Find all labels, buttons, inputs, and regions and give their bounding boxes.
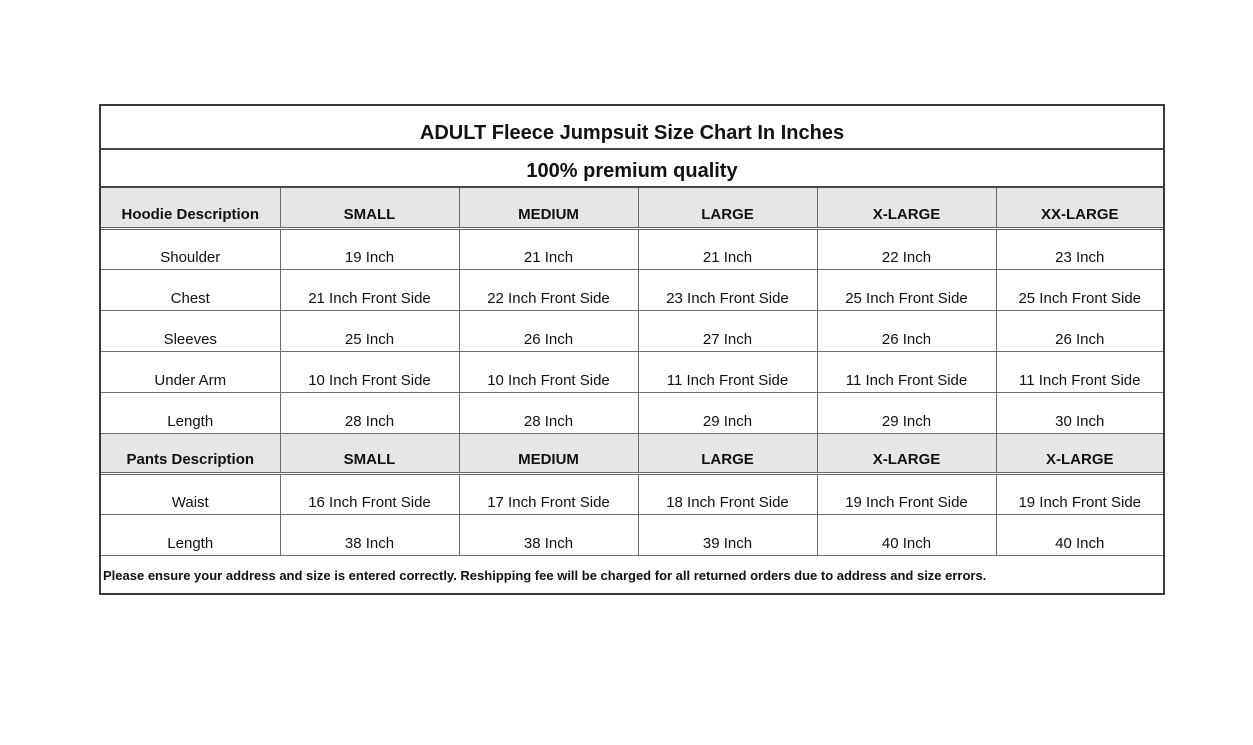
table-row [101, 228, 1163, 269]
header-cell: X-LARGE [817, 433, 996, 473]
table-cell: 19 Inch Front Side [817, 473, 996, 514]
table-row [101, 351, 1163, 392]
table-cell: 25 Inch [280, 310, 459, 351]
table-cell: 38 Inch [459, 514, 638, 555]
header-cell: SMALL [280, 433, 459, 473]
header-cell: MEDIUM [459, 433, 638, 473]
table-cell: 28 Inch [459, 392, 638, 433]
table-cell: 23 Inch Front Side [638, 269, 817, 310]
chart-title: ADULT Fleece Jumpsuit Size Chart In Inches [419, 122, 845, 144]
table-cell: 26 Inch [459, 310, 638, 351]
table-cell: Length [101, 514, 280, 555]
table-cell: 11 Inch Front Side [638, 351, 817, 392]
table-cell: 11 Inch Front Side [996, 351, 1163, 392]
header-cell: SMALL [280, 187, 459, 228]
chart-subtitle: 100% premium quality [526, 160, 738, 182]
size-table [101, 186, 1163, 556]
table-cell: Length [101, 392, 280, 433]
table-cell: 40 Inch [817, 514, 996, 555]
table-cell: 22 Inch [817, 228, 996, 269]
table-cell: 19 Inch [280, 228, 459, 269]
table-cell: 18 Inch Front Side [638, 473, 817, 514]
table-cell: 19 Inch Front Side [996, 473, 1163, 514]
table-cell: 10 Inch Front Side [280, 351, 459, 392]
table-cell: 23 Inch [996, 228, 1163, 269]
table-cell: 27 Inch [638, 310, 817, 351]
table-cell: 26 Inch [996, 310, 1163, 351]
table-row [101, 310, 1163, 351]
header-cell: X-LARGE [996, 433, 1163, 473]
table-cell: 16 Inch Front Side [280, 473, 459, 514]
table-cell: 29 Inch [817, 392, 996, 433]
table-cell: 40 Inch [996, 514, 1163, 555]
title-divider [101, 148, 1163, 150]
header-cell: Pants Description [101, 433, 280, 473]
table-cell: 28 Inch [280, 392, 459, 433]
header-cell: X-LARGE [817, 187, 996, 228]
table-cell: 21 Inch [459, 228, 638, 269]
header-cell: MEDIUM [459, 187, 638, 228]
table-cell: Under Arm [101, 351, 280, 392]
table-row [101, 473, 1163, 514]
table-cell: Chest [101, 269, 280, 310]
footer-note: Please ensure your address and size is entered correctly. Reshipping fee will be charged for all returned orders due to address and size errors. [103, 568, 987, 583]
table-cell: 22 Inch Front Side [459, 269, 638, 310]
table-row [101, 514, 1163, 555]
pants-header-row [101, 433, 1163, 473]
table-cell: 25 Inch Front Side [817, 269, 996, 310]
table-cell: 26 Inch [817, 310, 996, 351]
table-row [101, 392, 1163, 433]
table-cell: 25 Inch Front Side [996, 269, 1163, 310]
header-cell: Hoodie Description [101, 187, 280, 228]
table-cell: 11 Inch Front Side [817, 351, 996, 392]
table-cell: 17 Inch Front Side [459, 473, 638, 514]
table-row [101, 269, 1163, 310]
table-cell: 21 Inch Front Side [280, 269, 459, 310]
header-cell: XX-LARGE [996, 187, 1163, 228]
table-cell: 38 Inch [280, 514, 459, 555]
header-cell: LARGE [638, 187, 817, 228]
table-cell: 21 Inch [638, 228, 817, 269]
table-cell: 30 Inch [996, 392, 1163, 433]
header-cell: LARGE [638, 433, 817, 473]
table-cell: 39 Inch [638, 514, 817, 555]
table-cell: Sleeves [101, 310, 280, 351]
hoodie-header-row [101, 187, 1163, 228]
table-cell: 29 Inch [638, 392, 817, 433]
table-cell: Waist [101, 473, 280, 514]
size-chart-sheet [99, 104, 1165, 595]
table-cell: Shoulder [101, 228, 280, 269]
table-cell: 10 Inch Front Side [459, 351, 638, 392]
